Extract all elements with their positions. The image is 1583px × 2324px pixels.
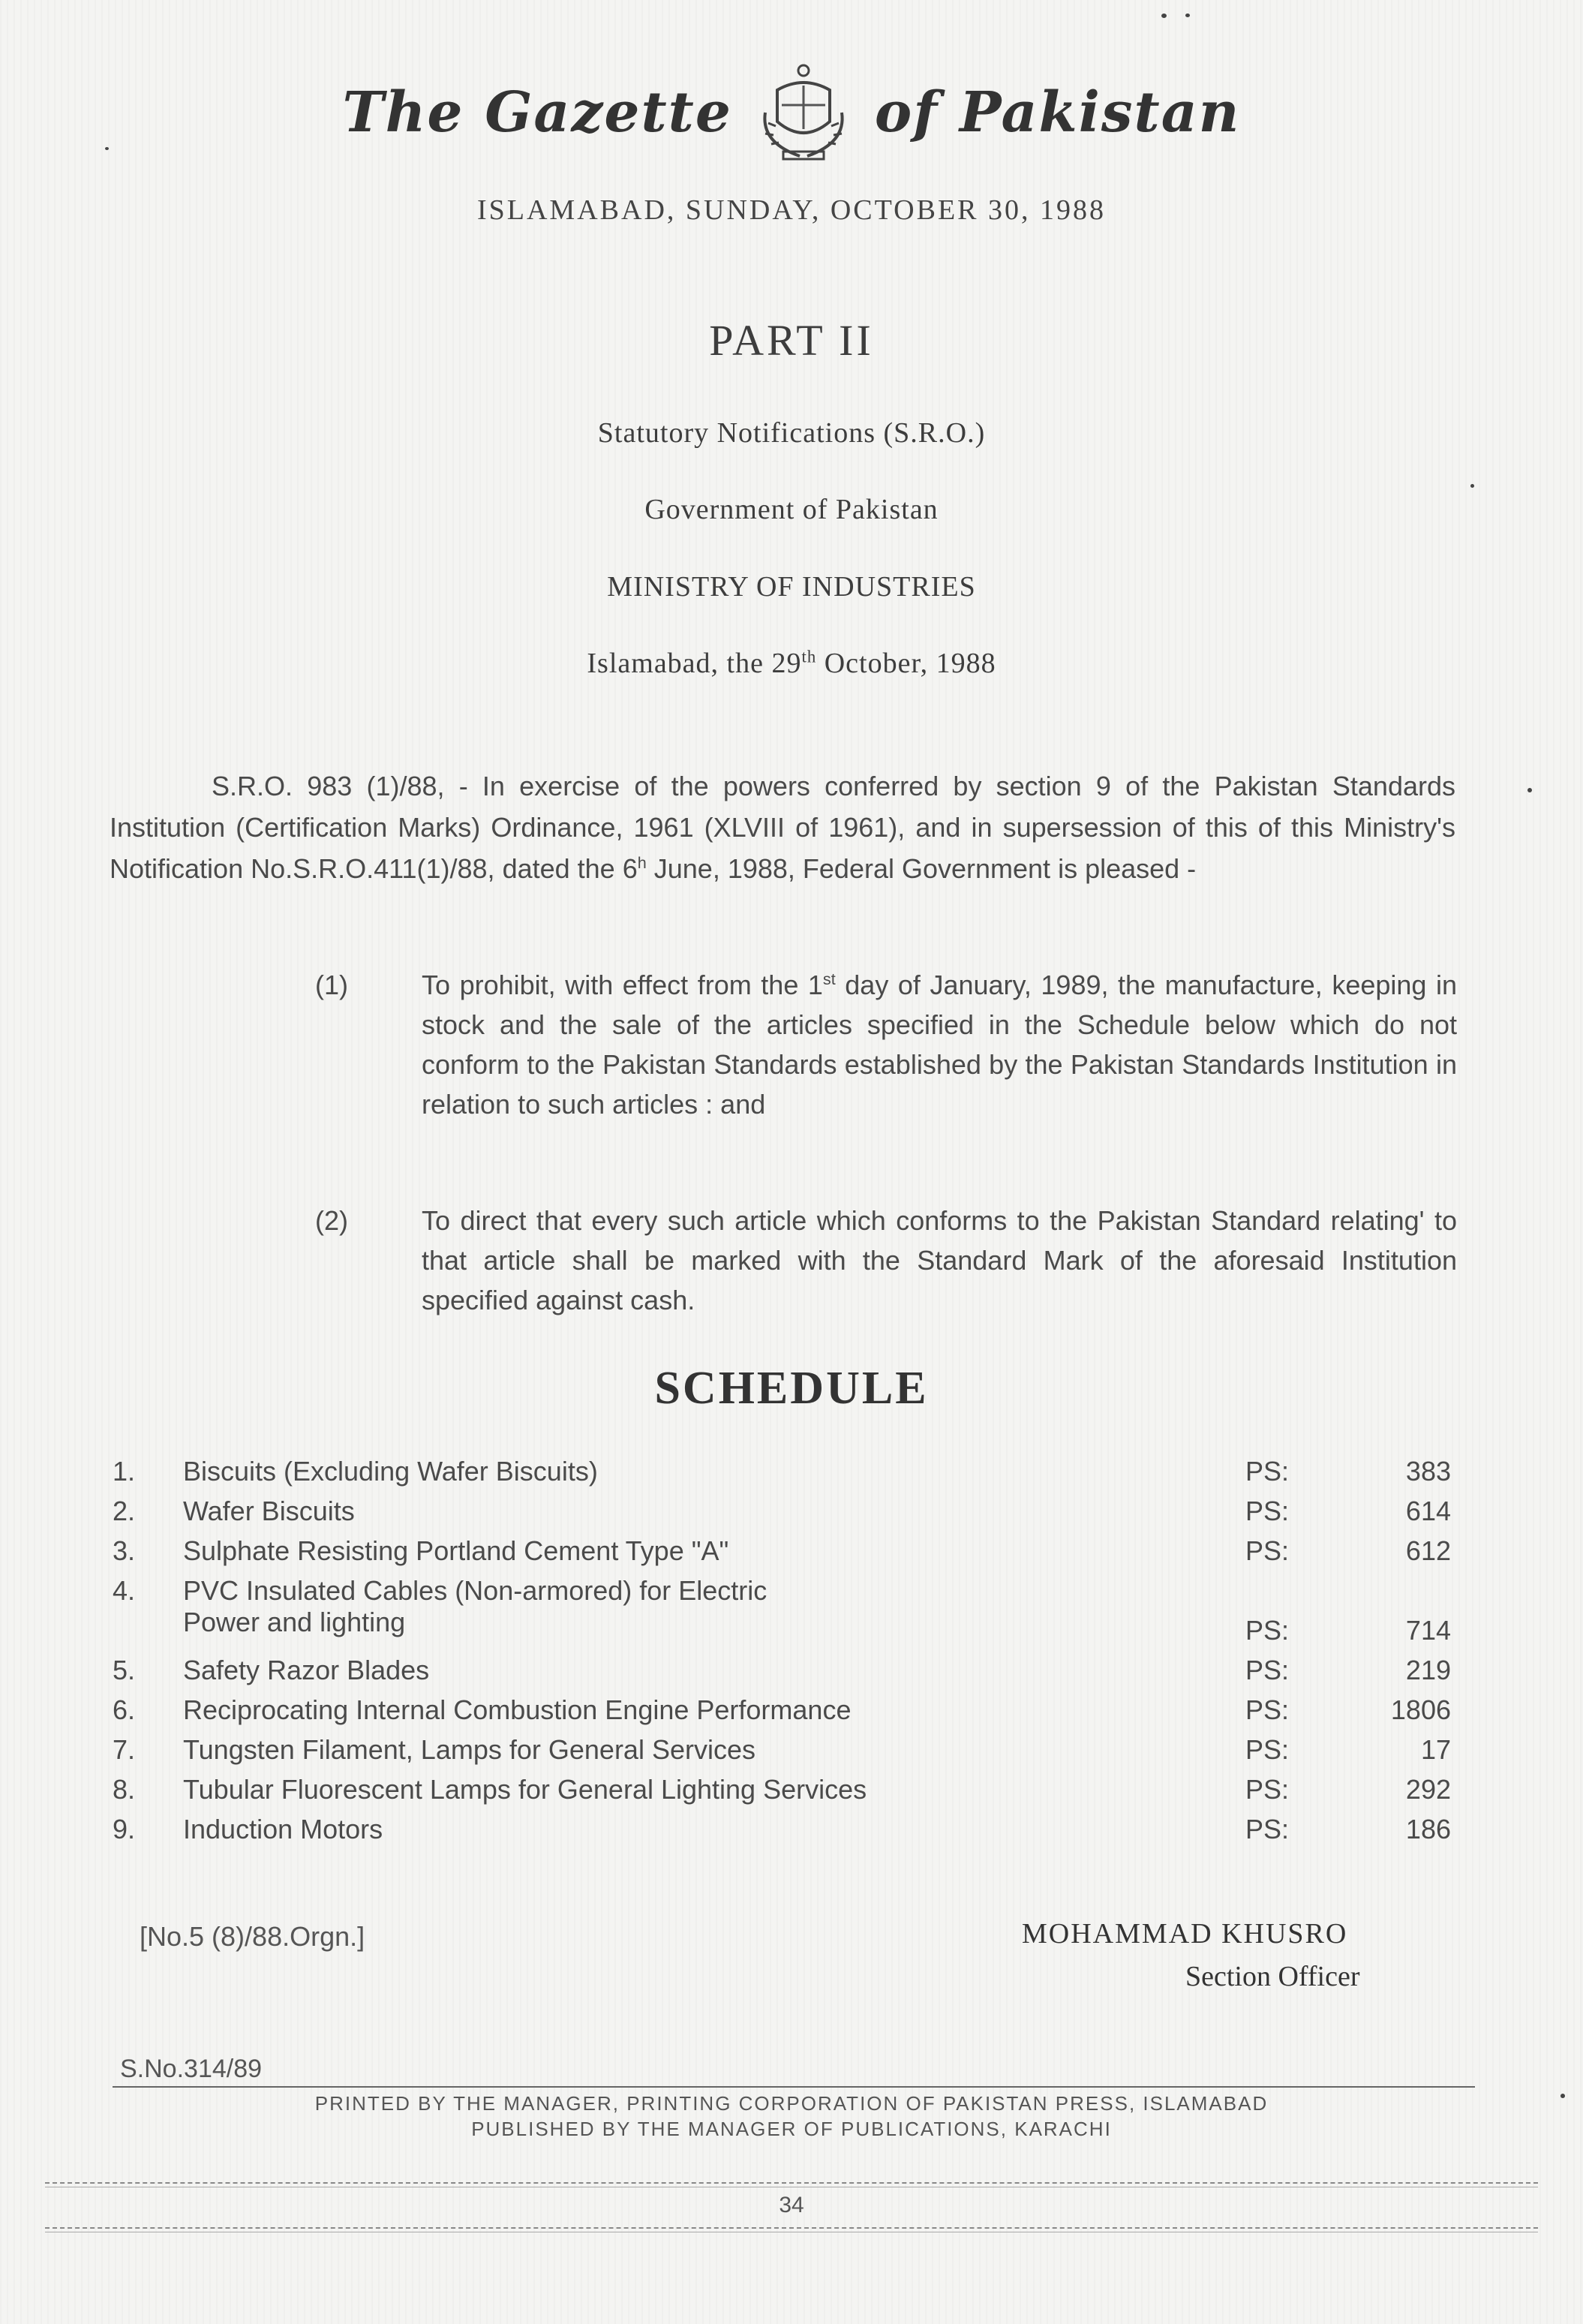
published-by-line: PUBLISHED BY THE MANAGER OF PUBLICATIONS, KARACHI	[471, 2118, 1112, 2140]
masthead	[0, 60, 1583, 165]
signatory-name: MOHAMMAD KHUSRO	[1022, 1918, 1348, 1950]
clause-1	[315, 965, 1458, 1175]
schedule-item: 8. Tubular Fluorescent Lamps for General Lighting Services PS: 292	[113, 1774, 1451, 1805]
place-date-line: Islamabad, the 29th October, 1988	[587, 647, 996, 679]
printed-by-line: PRINTED BY THE MANAGER, PRINTING CORPORATION OF PAKISTAN PRESS, ISLAMABAD	[314, 2092, 1269, 2115]
part-heading: PART II	[709, 316, 874, 365]
schedule-title: SCHEDULE	[654, 1363, 929, 1414]
schedule-item: 6. Reciprocating Internal Combustion Engine Performance PS: 1806	[113, 1694, 1451, 1725]
page-border-top	[45, 2182, 1538, 2184]
series-heading: Statutory Notifications (S.R.O.)	[597, 417, 986, 449]
clause-2	[315, 1201, 1455, 1328]
state-emblem-icon	[755, 60, 852, 165]
clause-number: (2)	[315, 1205, 348, 1236]
schedule-item: 7. Tungsten Filament, Lamps for General Services PS: 17	[113, 1734, 1451, 1765]
masthead-title-right: of Pakistan	[874, 80, 1241, 145]
clause-text: To prohibit, with effect from the 1st day of January, 1989, the manufacture, keeping in stock and the sale of the articles specified in the Schedule below which do not conform to the Pakistan Standards established by the Pakistan Standards Institution in relation to such articles : and	[422, 970, 1458, 1120]
schedule-list	[113, 1456, 1463, 1853]
imprint	[0, 2091, 1583, 2142]
issue-dateline: ISLAMABAD, SUNDAY, OCTOBER 30, 1988	[476, 194, 1107, 226]
schedule-item: 2. Wafer Biscuits PS: 614	[113, 1496, 1451, 1526]
clause-number: (1)	[315, 970, 348, 1000]
scan-speck	[105, 147, 109, 150]
schedule-item: 4. PVC Insulated Cables (Non-armored) for Electric Power and lighting PS: 714	[113, 1575, 1451, 1646]
masthead-title-left: The Gazette	[342, 80, 732, 145]
file-number: [No.5 (8)/88.Orgn.]	[140, 1921, 365, 1952]
schedule-item: 3. Sulphate Resisting Portland Cement Type "A" PS: 612	[113, 1535, 1451, 1566]
notification-paragraph: S.R.O. 983 (1)/88, - In exercise of the powers conferred by section 9 of the Pakistan Standards Institution (Certification Marks) Ordinance, 1961 (XLVIII of 1961), and in supersession of this of this Ministry's Notification No.S.R.O.411(1)/88, dated the 6$^h$ June, 1988, Federal Government is pleased -	[110, 771, 1455, 884]
serial-number: S.No.314/89	[120, 2055, 263, 2083]
schedule-item: 5. Safety Razor Blades PS: 219	[113, 1655, 1451, 1685]
page-number: 34	[779, 2193, 804, 2217]
clause-text: To direct that every such article which conforms to the Pakistan Standard relating' to that article shall be marked with the Standard Mark of the aforesaid Institution specified against cash.	[422, 1205, 1457, 1315]
scan-speck	[1560, 2094, 1565, 2098]
schedule-item: 1. Biscuits (Excluding Wafer Biscuits) PS: 383	[113, 1456, 1451, 1487]
signatory-designation: Section Officer	[1185, 1961, 1360, 1992]
scan-speck	[1161, 14, 1167, 18]
scan-speck	[1470, 484, 1474, 488]
ministry-heading: MINISTRY OF INDUSTRIES	[607, 571, 976, 603]
scan-speck	[1527, 788, 1532, 792]
government-heading: Government of Pakistan	[644, 494, 939, 525]
footer-divider	[113, 2086, 1475, 2088]
page-border-bottom	[45, 2227, 1538, 2229]
schedule-item: 9. Induction Motors PS: 186	[113, 1814, 1451, 1844]
scan-speck	[1185, 14, 1190, 17]
